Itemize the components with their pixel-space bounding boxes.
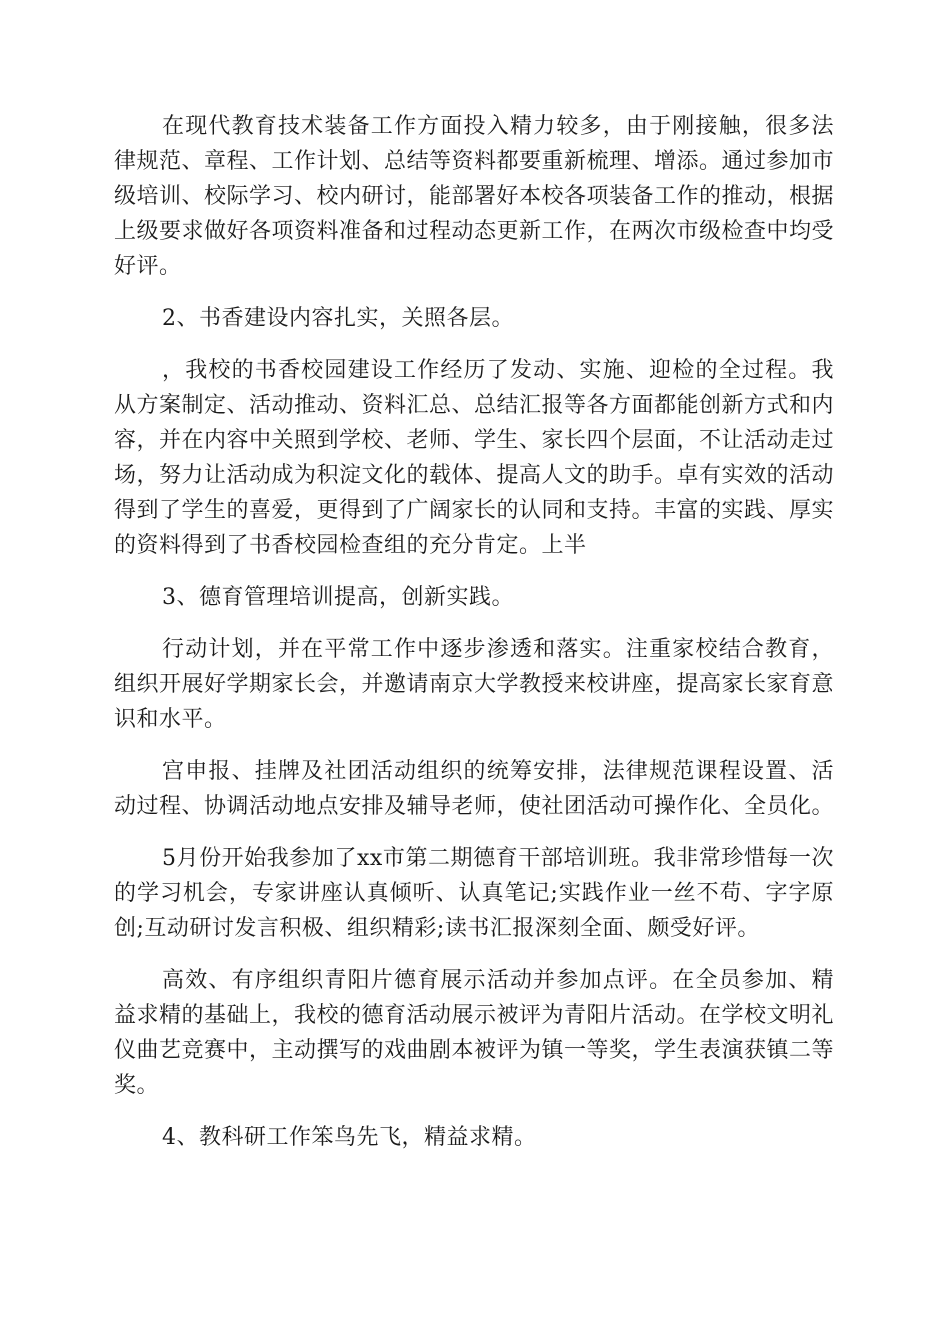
paragraph-equipment-work: 在现代教育技术装备工作方面投入精力较多，由于刚接触，很多法律规范、章程、工作计划、总结等资料都要重新梳理、增添。通过参加市级培训、校际学习、校内研讨，能部署好本校各项装备工作的推动，根据上级要求做好各项资料准备和过程动态更新工作，在两次市级检查中均受好评。 xyxy=(114,114,835,279)
paragraph-club-activities: 宫申报、挂牌及社团活动组织的统筹安排，法律规范课程设置、活动过程、协调活动地点安排及辅导老师，使社团活动可操作化、全员化。 xyxy=(114,759,835,819)
heading-section-2: 2、书香建设内容扎实，关照各层。 xyxy=(162,306,514,331)
paragraph-training-class: 5月份开始我参加了xx市第二期德育干部培训班。我非常珍惜每一次的学习机会，专家讲座认真倾听、认真笔记;实践作业一丝不苟、字字原创;互动研讨发言积极、组织精彩;读书汇报深刻全面、颇受好评。 xyxy=(114,846,834,941)
heading-section-4: 4、教科研工作笨鸟先飞，精益求精。 xyxy=(162,1125,537,1150)
paragraph-action-plan: 行动计划，并在平常工作中逐步渗透和落实。注重家校结合教育，组织开展好学期家长会，并邀请南京大学教授来校讲座，提高家长家育意识和水平。 xyxy=(114,637,835,732)
paragraph-moral-education-showcase: 高效、有序组织青阳片德育展示活动并参加点评。在全员参加、精益求精的基础上，我校的德育活动展示被评为青阳片活动。在学校文明礼仪曲艺竞赛中，主动撰写的戏曲剧本被评为镇一等奖，学生表演获镇二等奖。 xyxy=(114,968,835,1098)
heading-section-3: 3、德育管理培训提高，创新实践。 xyxy=(162,585,514,610)
document-body xyxy=(114,109,834,1172)
paragraph-book-campus: ，我校的书香校园建设工作经历了发动、实施、迎检的全过程。我从方案制定、活动推动、资料汇总、总结汇报等各方面都能创新方式和内容，并在内容中关照到学校、老师、学生、家长四个层面，不让活动走过场，努力让活动成为积淀文化的载体、提高人文的助手。卓有实效的活动得到了学生的喜爱，更得到了广阔家长的认同和支持。丰富的实践、厚实的资料得到了书香校园检查组的充分肯定。上半 xyxy=(114,358,835,558)
